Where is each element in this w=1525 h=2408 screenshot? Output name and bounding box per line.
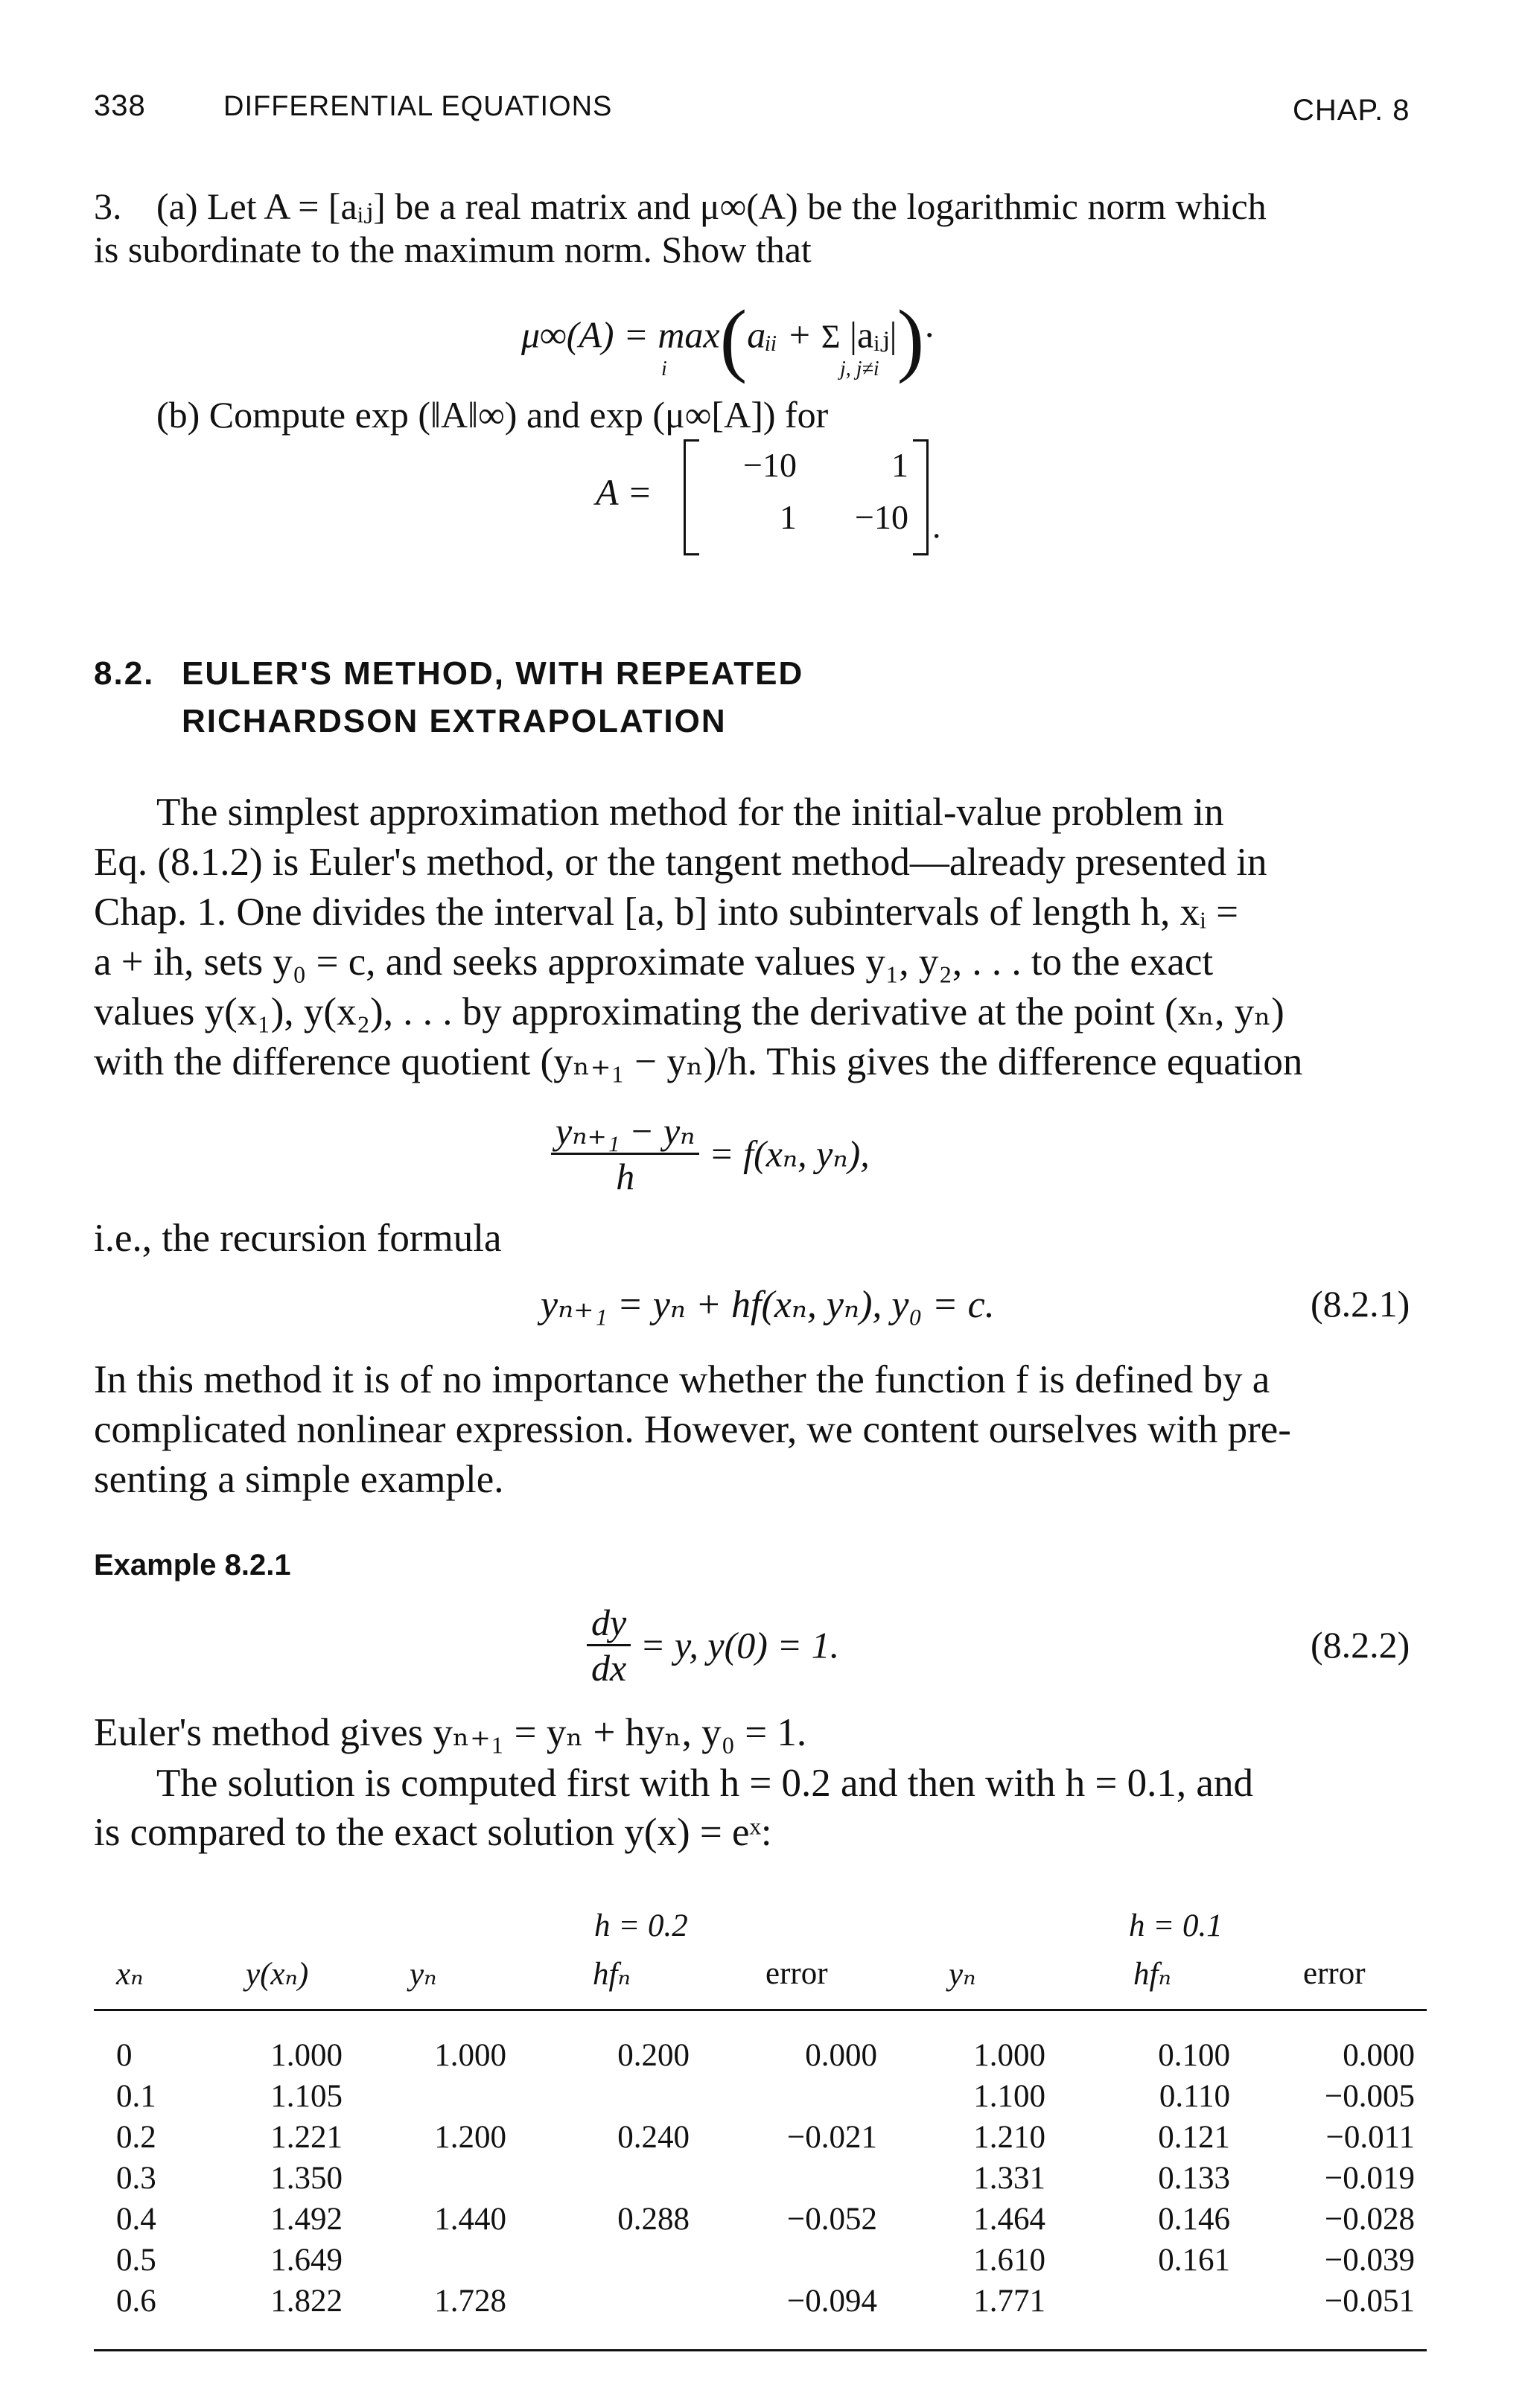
table-cell: −0.021 <box>786 2120 877 2155</box>
header-yn-h02: yₙ <box>410 1957 437 1992</box>
table-cell: 0.110 <box>1159 2079 1230 2114</box>
table-cell: 0.4 <box>116 2202 156 2237</box>
table-cell: 1.000 <box>973 2038 1045 2073</box>
table-cell: 1.000 <box>270 2038 343 2073</box>
table-cell: −0.052 <box>786 2202 877 2237</box>
table-cell: 0.200 <box>617 2038 690 2073</box>
sum-subscript: j, j≠i <box>840 357 879 380</box>
table-cell: 0 <box>116 2038 133 2073</box>
matrix-cell-22: −10 <box>855 498 908 536</box>
table-cell: 1.105 <box>270 2079 343 2114</box>
difference-equation: $\frac{\text{yₙ₊₁ − yₙ}}{h}$ = f(xₙ, yₙ), <box>551 1109 870 1198</box>
table-cell: 0.000 <box>1343 2038 1415 2073</box>
table-cell: 1.000 <box>434 2038 506 2073</box>
example-line-euler: Euler's method gives yₙ₊₁ = yₙ + hyₙ, y₀ = 1. <box>94 1711 807 1754</box>
table-cell: 0.146 <box>1158 2202 1230 2237</box>
paragraph-intro-line: Eq. (8.1.2) is Euler's method, or the tangent method—already presented in <box>94 841 1267 884</box>
max-subscript: i <box>661 357 667 380</box>
table-cell: 1.822 <box>270 2284 343 2319</box>
example-line-solution: The solution is computed first with h = 0.2 and then with h = 0.1, and <box>156 1762 1253 1805</box>
table-cell: 0.2 <box>116 2120 156 2155</box>
matrix-right-bracket <box>913 439 929 555</box>
table-cell: 1.728 <box>434 2284 506 2319</box>
header-hfn-h01: hfₙ <box>1133 1957 1171 1992</box>
table-cell: 1.464 <box>973 2202 1045 2237</box>
table-cell: −0.039 <box>1324 2243 1415 2278</box>
paragraph-intro <box>94 788 1419 1087</box>
paragraph-method-line: In this method it is of no importance whether the function f is defined by a <box>94 1358 1270 1401</box>
table-top-rule <box>94 2009 1427 2011</box>
table-cell: 0.100 <box>1158 2038 1230 2073</box>
table-cell: 1.440 <box>434 2202 506 2237</box>
matrix-period: . <box>932 507 941 545</box>
table-cell: 0.288 <box>617 2202 690 2237</box>
paragraph-intro-line: values y(x₁), y(x₂), . . . by approximating the derivative at the point (xₙ, yₙ) <box>94 990 1284 1033</box>
table-cell: 0.000 <box>805 2038 877 2073</box>
chapter-label: CHAP. 8 <box>1293 94 1410 127</box>
exercise-part-a-line2: is subordinate to the maximum norm. Show that <box>94 229 812 270</box>
paragraph-method-note <box>94 1355 1419 1505</box>
matrix-cell-21: 1 <box>780 498 797 536</box>
paragraph-method-line: complicated nonlinear expression. However, we content ourselves with pre- <box>94 1408 1291 1451</box>
table-cell: −0.051 <box>1324 2284 1415 2319</box>
section-number: 8.2. <box>94 655 155 692</box>
table-group-h01: h = 0.1 <box>1129 1908 1223 1943</box>
header-error-h02: error <box>765 1956 828 1991</box>
table-cell: −0.028 <box>1324 2202 1415 2237</box>
table-cell: 1.200 <box>434 2120 506 2155</box>
table-cell: 1.350 <box>270 2161 343 2196</box>
exercise-part-b: (b) Compute exp (‖A‖∞) and exp (μ∞[A]) for <box>156 394 829 436</box>
table-cell: 1.649 <box>270 2243 343 2278</box>
table-cell: 1.221 <box>270 2120 343 2155</box>
header-yn-h01: yₙ <box>949 1957 976 1992</box>
table-bottom-rule <box>94 2349 1427 2351</box>
recursion-formula: yₙ₊₁ = yₙ + hf(xₙ, yₙ), y₀ = c. <box>541 1284 995 1326</box>
matrix-cell-11: −10 <box>743 446 797 484</box>
table-cell: 1.331 <box>973 2161 1045 2196</box>
table-cell: 0.3 <box>116 2161 156 2196</box>
table-cell: 0.133 <box>1158 2161 1230 2196</box>
table-cell: 1.771 <box>973 2284 1045 2319</box>
paragraph-intro-line: with the difference quotient (yₙ₊₁ − yₙ)/h. This gives the difference equation <box>94 1040 1303 1083</box>
paragraph-intro-line: The simplest approximation method for the initial-value problem in <box>156 791 1224 834</box>
table-cell: −0.005 <box>1324 2079 1415 2114</box>
matrix-label: A = <box>596 471 652 513</box>
table-cell: 0.161 <box>1158 2243 1230 2278</box>
equation-number-8-2-2: (8.2.2) <box>1311 1624 1410 1666</box>
running-title: DIFFERENTIAL EQUATIONS <box>223 91 613 122</box>
table-cell: 1.492 <box>270 2202 343 2237</box>
table-group-h02: h = 0.2 <box>594 1908 688 1943</box>
log-norm-formula: μ∞(A) = max(aᵢᵢ + Σ |aᵢⱼ|)· <box>521 293 934 384</box>
matrix-left-bracket <box>684 439 699 555</box>
example-ode: $\frac{dy}{dx}$ = y, y(0) = 1. <box>587 1601 839 1689</box>
paragraph-method-line: senting a simple example. <box>94 1458 504 1501</box>
table-cell: 0.5 <box>116 2243 156 2278</box>
page-number: 338 <box>94 89 146 122</box>
header-hfn-h02: hfₙ <box>593 1957 631 1992</box>
table-cell: −0.011 <box>1325 2120 1415 2155</box>
exercise-part-a-line1: (a) Let A = [aᵢⱼ] be a real matrix and μ∞(A) be the logarithmic norm which <box>156 185 1267 227</box>
header-y-xn: y(xₙ) <box>246 1957 309 1992</box>
table-cell: −0.094 <box>786 2284 877 2319</box>
header-error-h01: error <box>1303 1956 1366 1991</box>
paragraph-intro-line: a + ih, sets y₀ = c, and seeks approximate values y₁, y₂, . . . to the exact <box>94 940 1214 984</box>
header-xn: xₙ <box>116 1957 144 1992</box>
paragraph-intro-line: Chap. 1. One divides the interval [a, b] into subintervals of length h, xᵢ = <box>94 891 1238 934</box>
table-cell: 1.610 <box>973 2243 1045 2278</box>
table-cell: 1.100 <box>973 2079 1045 2114</box>
table-cell: 0.240 <box>617 2120 690 2155</box>
exercise-number: 3. <box>94 185 122 227</box>
example-line-exact: is compared to the exact solution y(x) = eˣ: <box>94 1811 772 1854</box>
table-cell: 0.1 <box>116 2079 156 2114</box>
ie-line: i.e., the recursion formula <box>94 1217 502 1260</box>
table-cell: 1.210 <box>973 2120 1045 2155</box>
section-title-line2: RICHARDSON EXTRAPOLATION <box>182 703 727 739</box>
section-title-line1: EULER'S METHOD, WITH REPEATED <box>182 655 804 692</box>
matrix-cell-12: 1 <box>891 446 908 484</box>
table-cell: −0.019 <box>1324 2161 1415 2196</box>
table-cell: 0.121 <box>1158 2120 1230 2155</box>
equation-number-8-2-1: (8.2.1) <box>1311 1283 1410 1325</box>
example-heading: Example 8.2.1 <box>94 1549 291 1582</box>
table-cell: 0.6 <box>116 2284 156 2319</box>
